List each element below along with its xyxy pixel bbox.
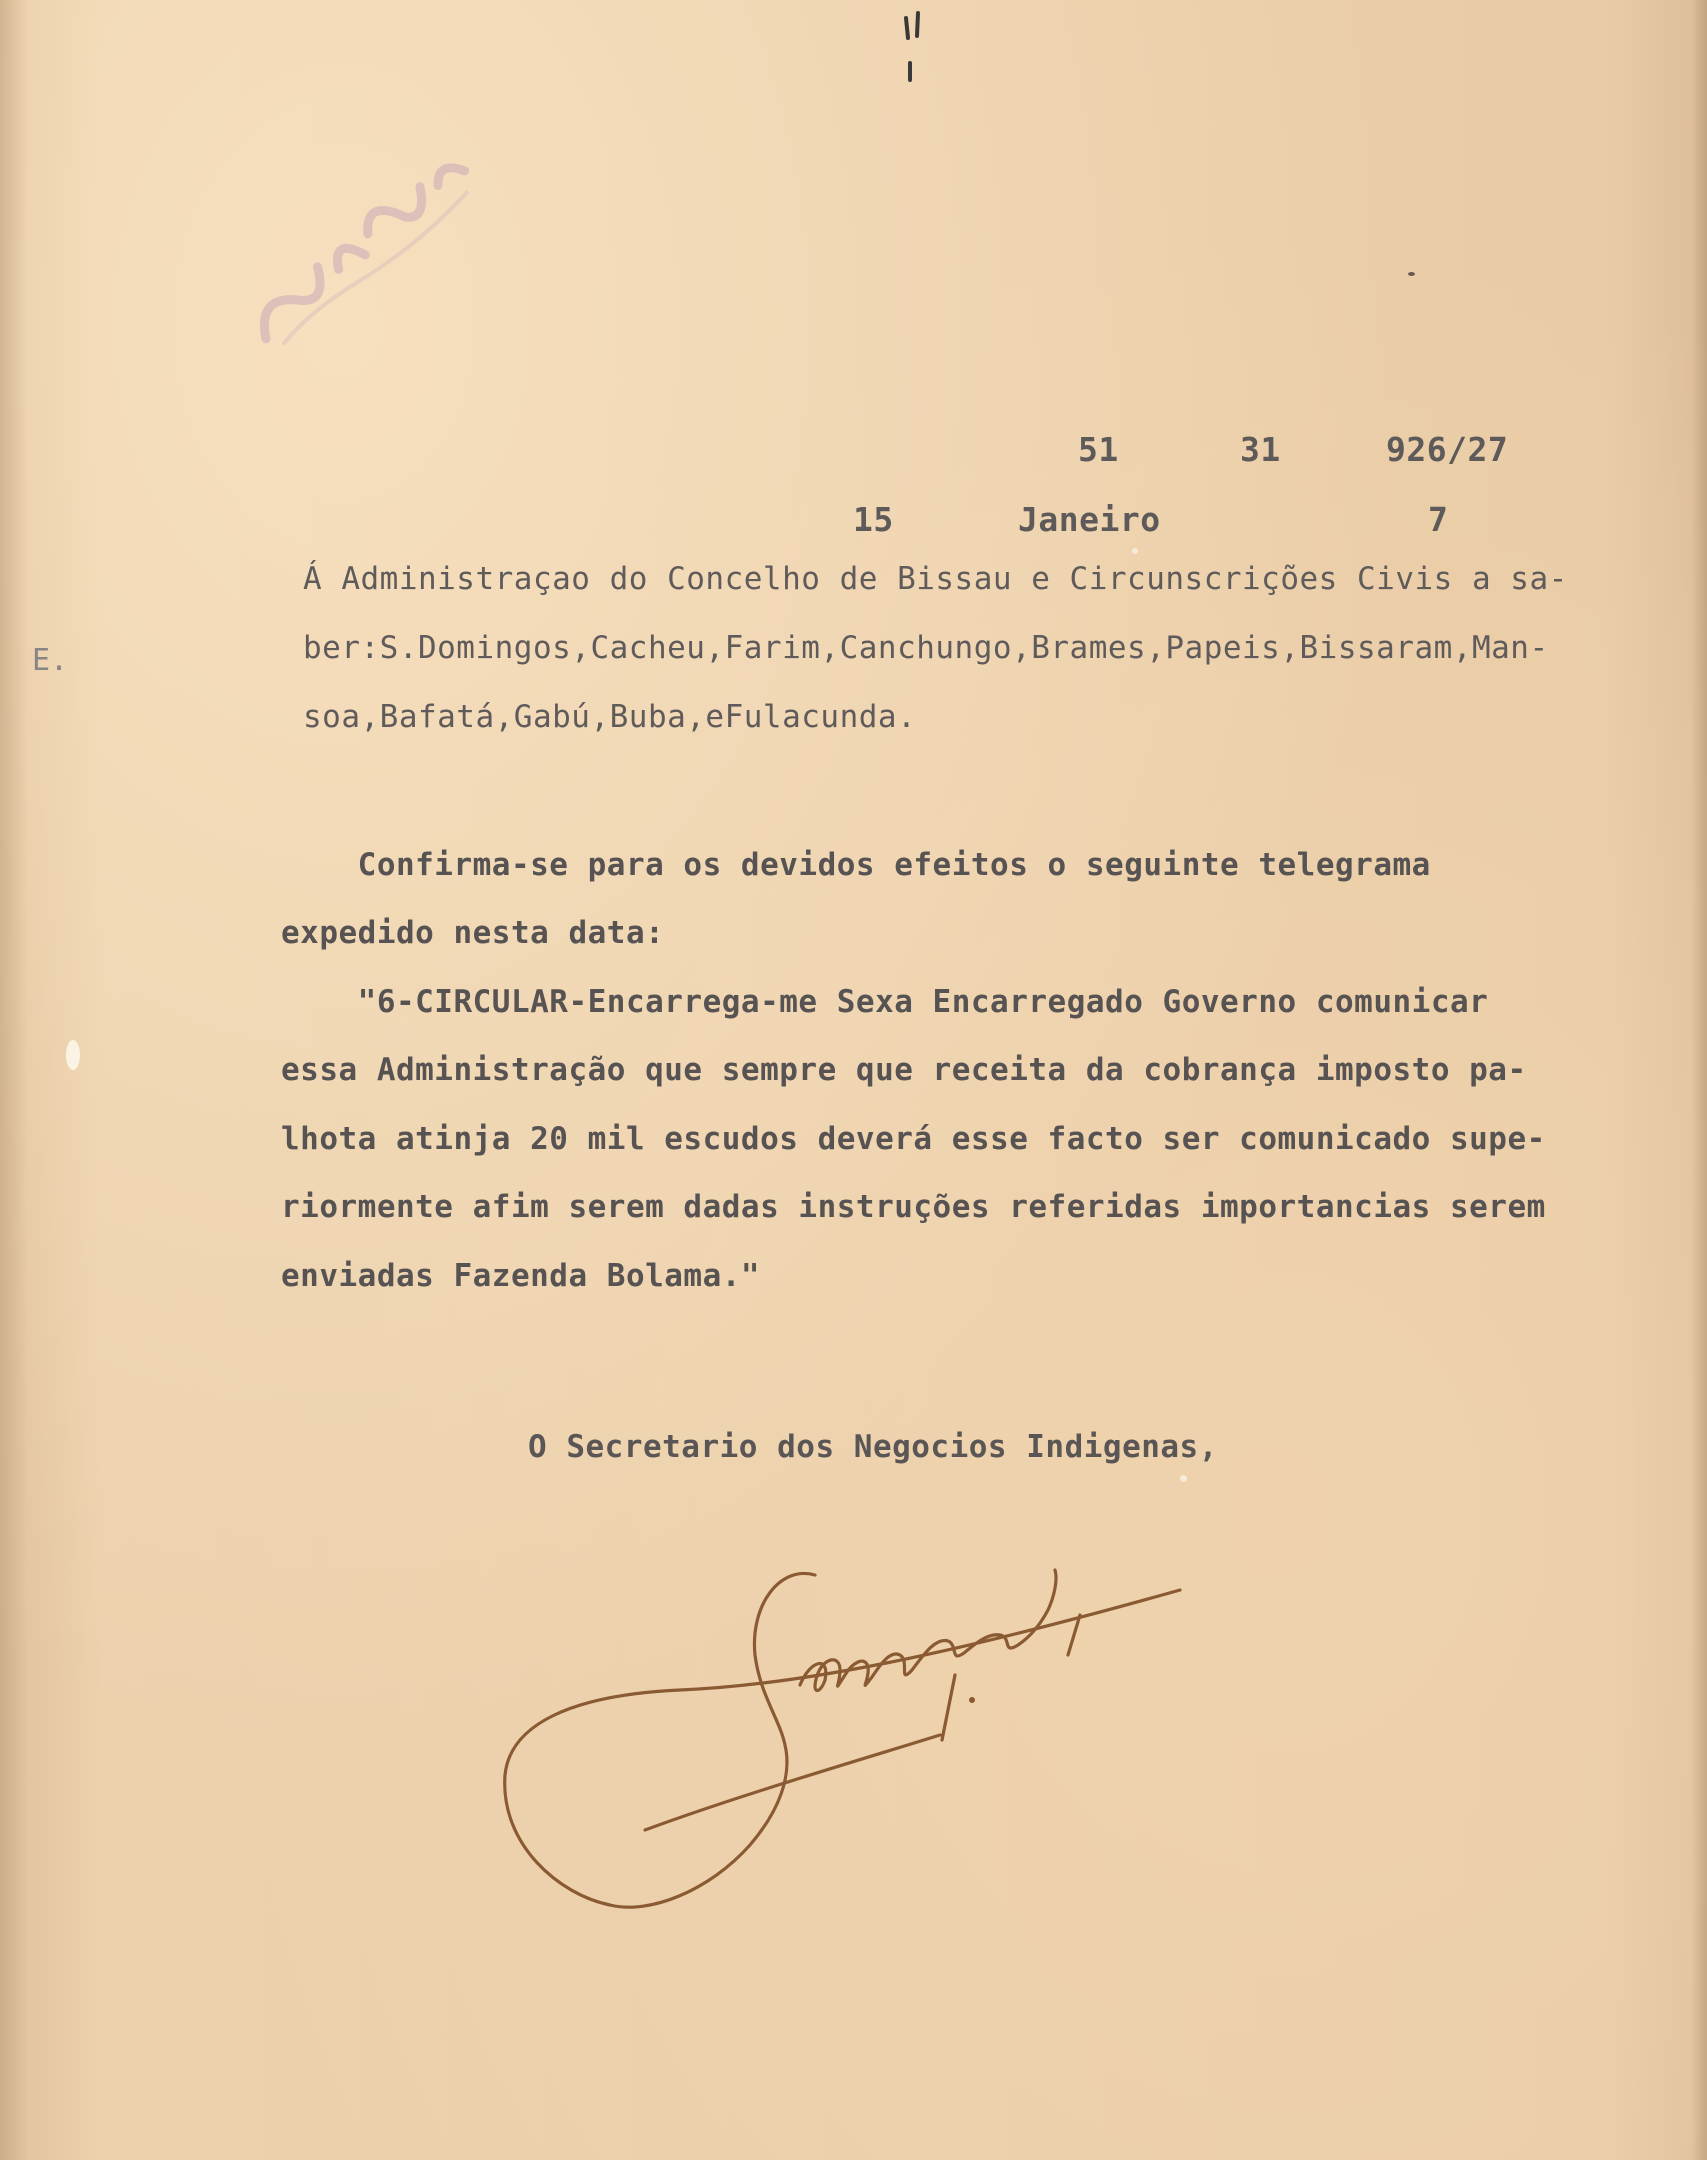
- paper-speck: [1408, 272, 1415, 276]
- paper-speck: [66, 1040, 80, 1070]
- telegram-line-5: enviadas Fazenda Bolama.": [281, 1258, 761, 1294]
- telegram-line-3: lhota atinja 20 mil escudos deverá esse facto ser comunicado supe-: [281, 1121, 1546, 1157]
- faded-stamp: [209, 103, 511, 376]
- date-month: Janeiro: [1018, 500, 1161, 539]
- address-line-2: ber:S.Domingos,Cacheu,Farim,Canchungo,Brames,Papeis,Bissaram,Man-: [303, 630, 1549, 666]
- paper-speck: [1132, 548, 1138, 554]
- top-ink-mark: [898, 8, 928, 88]
- paper-speck: [1180, 1475, 1187, 1482]
- telegram-line-2: essa Administração que sempre que receita da cobrança imposto pa-: [281, 1052, 1527, 1088]
- reference-number-b: 31: [1240, 430, 1281, 469]
- signoff-title: O Secretario dos Negocios Indigenas,: [528, 1429, 1218, 1465]
- date-year-digit: 7: [1428, 500, 1449, 539]
- body-line-1: Confirma-se para os devidos efeitos o seguinte telegrama: [281, 847, 1431, 883]
- margin-annotation: E.: [32, 643, 69, 678]
- date-day: 15: [853, 500, 894, 539]
- address-line-3: soa,Bafatá,Gabú,Buba,eFulacunda.: [303, 699, 917, 735]
- paper-edge-shadow-right: [1691, 0, 1707, 2160]
- telegram-line-4: riormente afim serem dadas instruções referidas importancias serem: [281, 1189, 1546, 1225]
- address-line-1: Á Administraçao do Concelho de Bissau e Circunscrições Civis a sa-: [303, 561, 1568, 597]
- reference-number-a: 51: [1078, 430, 1119, 469]
- handwritten-signature: [480, 1545, 1200, 1925]
- telegram-line-1: "6-CIRCULAR-Encarrega-me Sexa Encarregado Governo comunicar: [281, 984, 1489, 1020]
- paper-edge-shadow-left: [0, 0, 28, 2160]
- body-line-2: expedido nesta data:: [281, 915, 665, 951]
- file-number: 926/27: [1386, 430, 1509, 469]
